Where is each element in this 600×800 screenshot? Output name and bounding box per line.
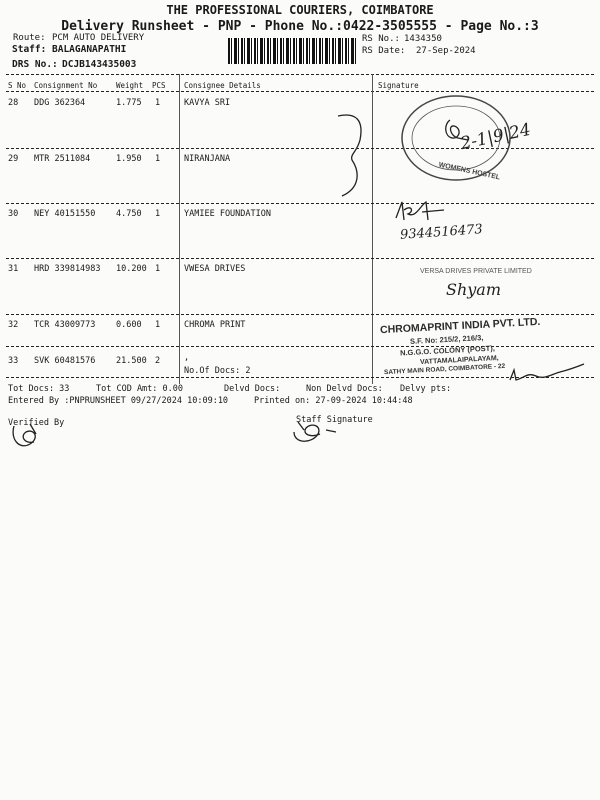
row-consignment: MTR 2511084 <box>34 154 91 164</box>
row-consignment: NEY 40151550 <box>34 209 96 219</box>
row30-signature <box>392 198 452 228</box>
rs-no-value: 1434350 <box>404 34 442 44</box>
row-divider <box>6 346 594 347</box>
row-sno: 29 <box>8 154 19 164</box>
row-divider <box>6 203 594 204</box>
col-header-pcs: PCS <box>152 81 166 90</box>
row-sno: 33 <box>8 356 19 366</box>
row-sno: 32 <box>8 320 19 330</box>
row-consignment: HRD 339814983 <box>34 264 101 274</box>
row-pcs: 1 <box>155 320 161 330</box>
company-title: THE PROFESSIONAL COURIERS, COIMBATORE <box>166 3 434 17</box>
runsheet-title: Delivery Runsheet - PNP - Phone No.:0422-3505555 - Page No.:3 <box>61 19 539 34</box>
row-consignee: , <box>184 353 190 363</box>
entered-by: Entered By :PNPRUNSHEET 09/27/2024 10:09:10 <box>8 396 229 406</box>
row-pcs: 1 <box>155 209 161 219</box>
row-consignee: YAMIEE FOUNDATION <box>184 209 271 219</box>
col-header-consignment: Consignment No <box>34 81 98 90</box>
row-pcs: 1 <box>155 264 161 274</box>
delvy-pts: Delvy pts: <box>400 384 452 394</box>
row-divider <box>6 314 594 315</box>
row-consignment: SVK 60481576 <box>34 356 96 366</box>
row-pcs: 1 <box>155 154 161 164</box>
no-of-docs: No.Of Docs: 2 <box>184 366 251 376</box>
col-divider-consignee <box>179 74 180 384</box>
row31-company-stamp: VERSA DRIVES PRIVATE LIMITED <box>420 268 532 275</box>
row28-stamp-text: WOMENS HOSTEL <box>437 161 501 182</box>
chroma-stamp-line2: S.F. No: 215/2, 216/3, <box>409 333 484 346</box>
staff-label: Staff: <box>12 44 47 55</box>
col-header-weight: Weight <box>116 81 144 90</box>
row-divider <box>6 258 594 259</box>
chroma-stamp-line1: CHROMAPRINT INDIA PVT. LTD. <box>379 315 541 337</box>
row-consignee: NIRANJANA <box>184 154 231 164</box>
col-header-consignee: Consignee Details <box>184 81 261 90</box>
verified-by-label: Verified By <box>8 418 65 428</box>
header-divider-top <box>6 74 594 75</box>
staff-value: BALAGANAPATHI <box>52 44 127 55</box>
row-consignee: CHROMA PRINT <box>184 320 246 330</box>
route-label: Route: <box>13 33 46 43</box>
row31-signature: Shyam <box>446 280 502 299</box>
drs-label: DRS No.: <box>12 59 58 70</box>
row-weight: 0.600 <box>116 320 142 330</box>
row-divider <box>6 377 594 378</box>
row-sno: 30 <box>8 209 19 219</box>
row-consignment: DDG 362364 <box>34 98 86 108</box>
row-weight: 1.775 <box>116 98 142 108</box>
row-pcs: 2 <box>155 356 161 366</box>
row-weight: 4.750 <box>116 209 142 219</box>
row-sno: 31 <box>8 264 19 274</box>
row-pcs: 1 <box>155 98 161 108</box>
row-weight: 21.500 <box>116 356 147 366</box>
barcode <box>228 38 356 64</box>
row-consignee: VWESA DRIVES <box>184 264 246 274</box>
route-value: PCM AUTO DELIVERY <box>52 33 145 43</box>
delvd-docs: Delvd Docs: <box>224 384 281 394</box>
printed-on: Printed on: 27-09-2024 10:44:48 <box>254 396 413 406</box>
rs-date-value: 27-Sep-2024 <box>416 46 476 56</box>
row-consignee: KAVYA SRI <box>184 98 231 108</box>
verified-by-signature <box>10 420 50 452</box>
row28-handwritten-date: 2-1|9|24 <box>458 119 533 155</box>
row-consignment: TCR 43009773 <box>34 320 96 330</box>
col-header-signature: Signature <box>378 81 419 90</box>
row-weight: 1.950 <box>116 154 142 164</box>
rs-no-label: RS No.: <box>362 34 400 44</box>
row30-phone: 9344516473 <box>399 222 484 243</box>
chroma-stamp-line5: SATHY MAIN ROAD, COIMBATORE - 22 <box>383 362 506 377</box>
tot-cod: Tot COD Amt: 0.00 <box>96 384 183 394</box>
staff-signature <box>290 416 340 446</box>
chroma-stamp-line4: VATTAMALAIPALAYAM, <box>419 354 499 367</box>
non-delvd-docs: Non Delvd Docs: <box>306 384 383 394</box>
staff-signature-label: Staff Signature <box>296 415 373 425</box>
row33-signature <box>508 362 588 386</box>
rs-date-label: RS Date: <box>362 46 406 56</box>
row-weight: 10.200 <box>116 264 147 274</box>
drs-value: DCJB143435003 <box>62 59 137 70</box>
chroma-stamp-line3: N.G.G.O. COLONY (POST), <box>399 343 496 358</box>
row-sno: 28 <box>8 98 19 108</box>
tot-docs: Tot Docs: 33 <box>8 384 70 394</box>
bracket-scribble <box>330 110 375 200</box>
col-header-sno: S No <box>8 81 27 90</box>
